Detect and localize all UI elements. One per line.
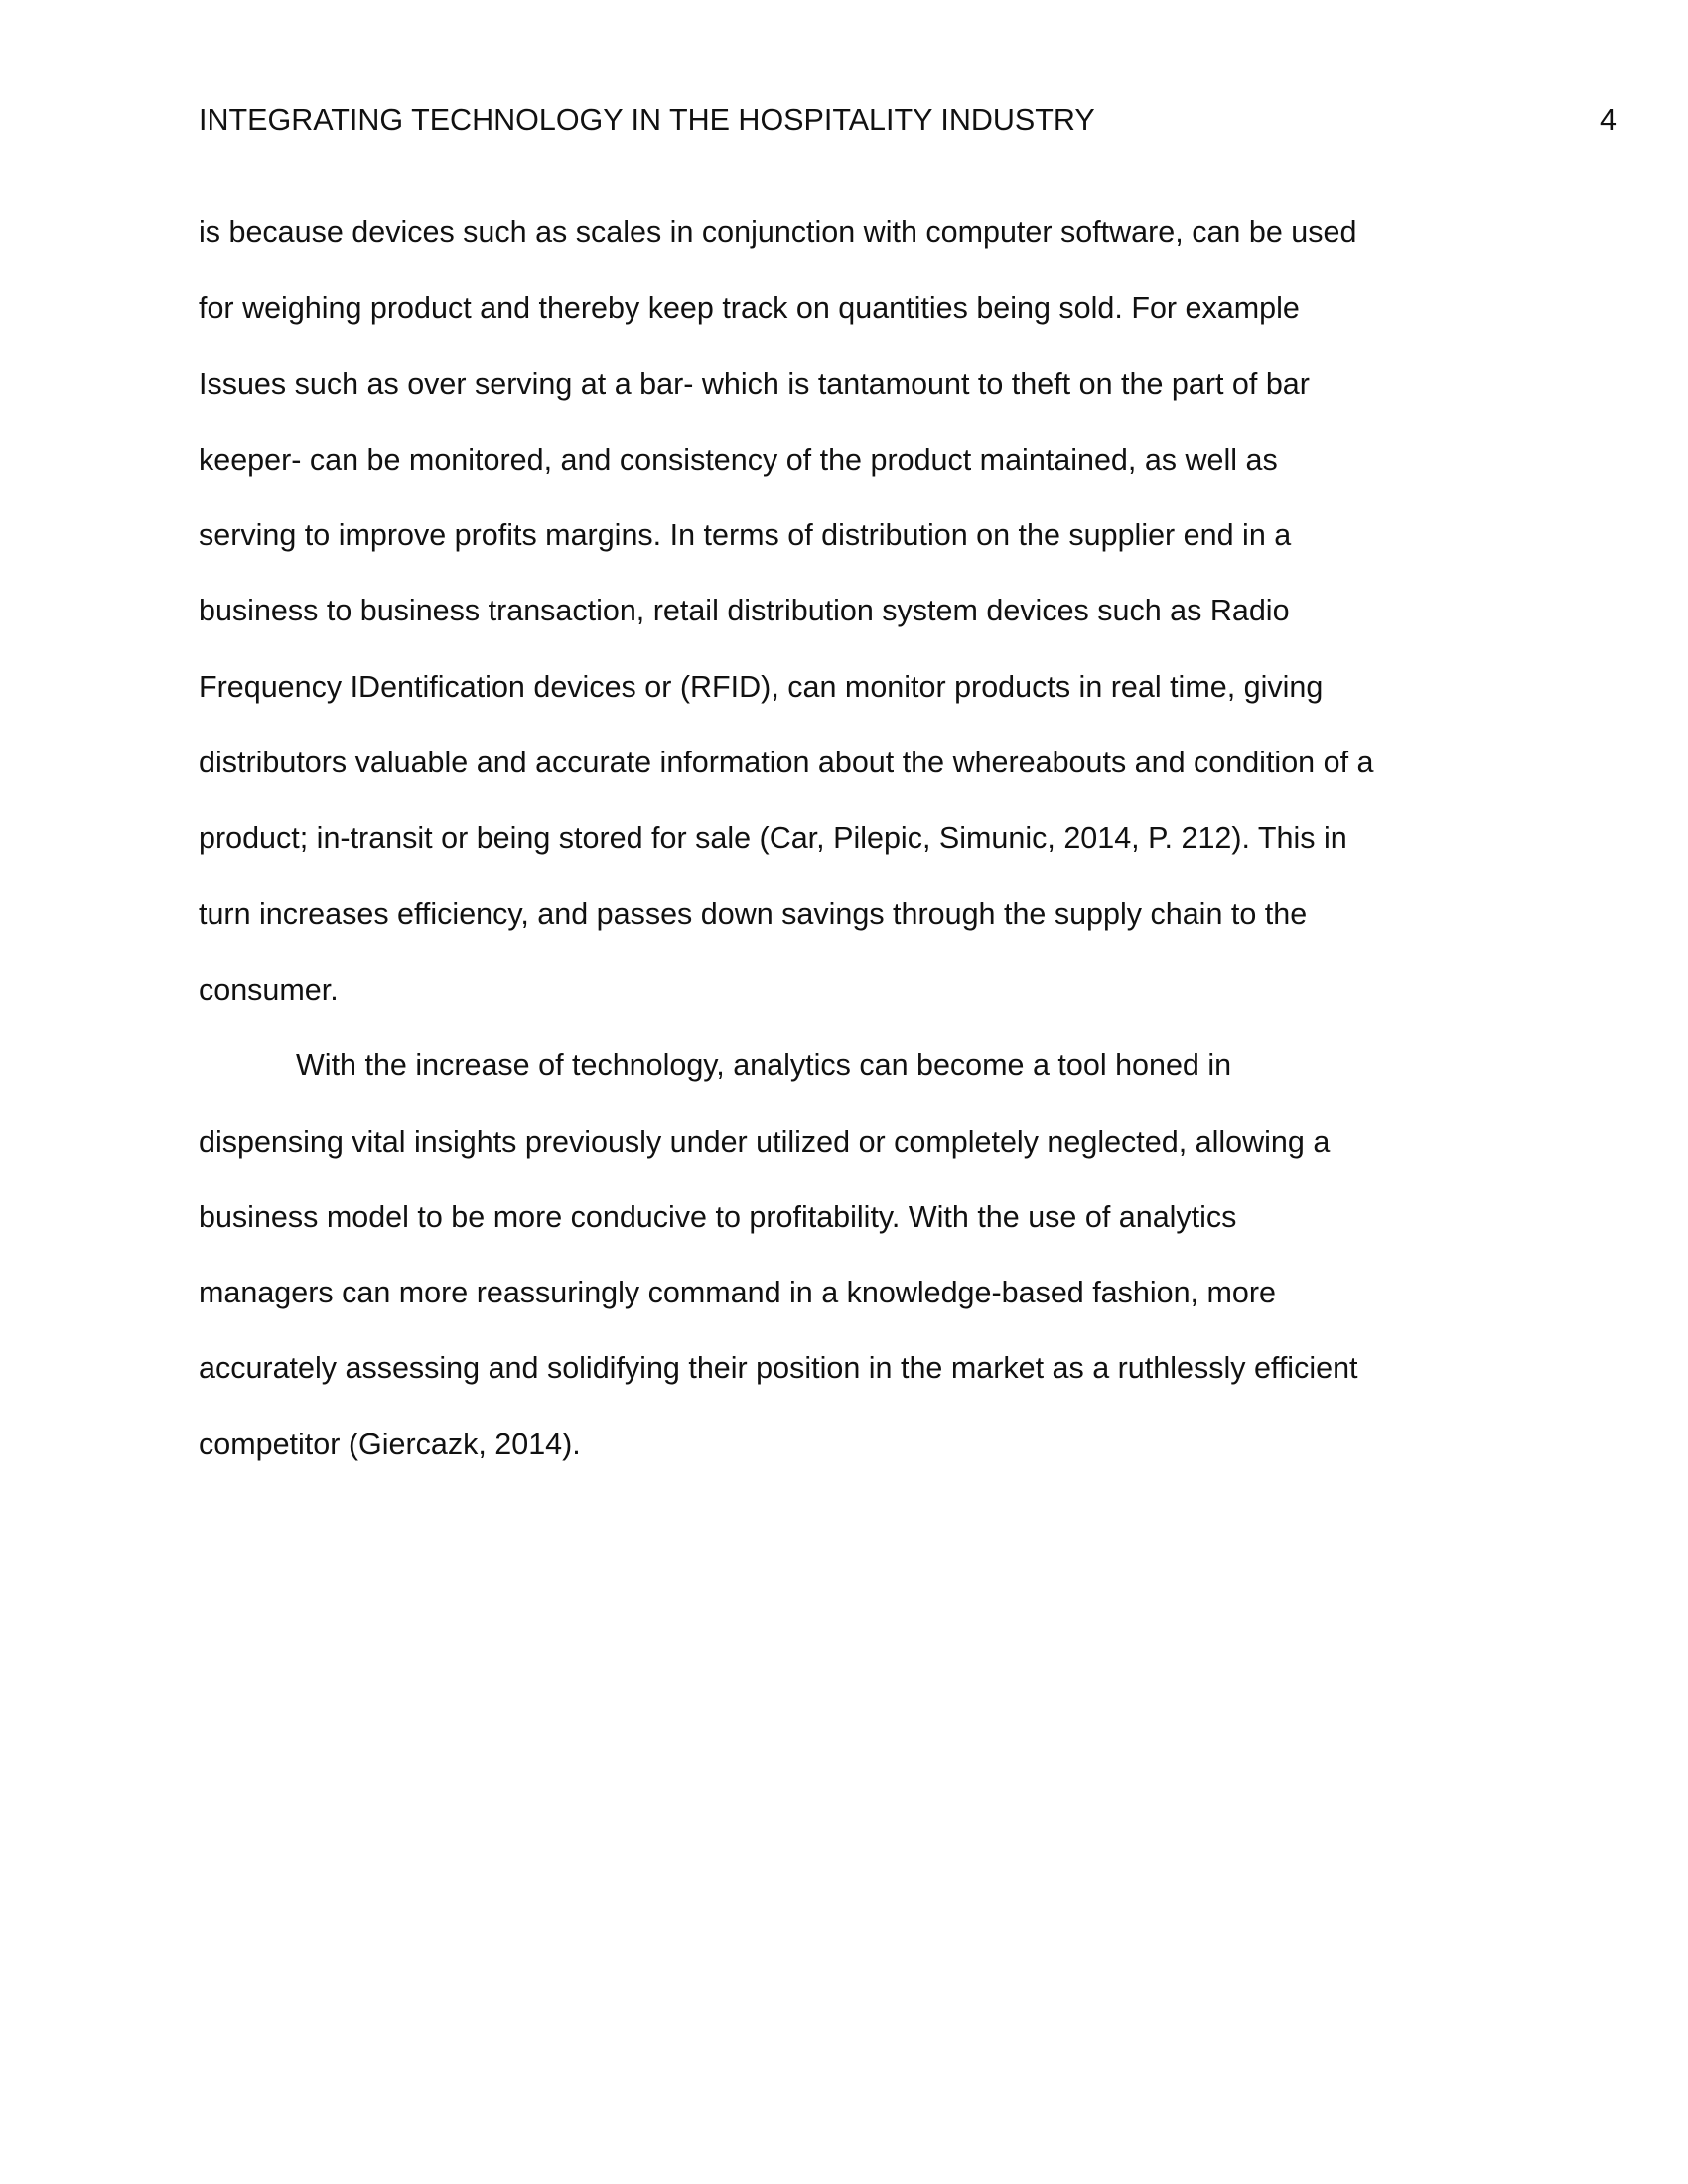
text-line: competitor (Giercazk, 2014). — [199, 1427, 581, 1461]
text-line: With the increase of technology, analytics can become a tool honed in — [296, 1048, 1232, 1083]
text-line: for weighing product and thereby keep track on quantities being sold. For example — [199, 291, 1300, 326]
page-number: 4 — [1600, 103, 1617, 137]
running-head: INTEGRATING TECHNOLOGY IN THE HOSPITALITY INDUSTRY — [199, 103, 1095, 137]
text-line: turn increases efficiency, and passes down savings through the supply chain to the — [199, 896, 1308, 931]
text-line: Frequency IDentification devices or (RFID), can monitor products in real time, giving — [199, 669, 1324, 704]
text-line: consumer. — [199, 972, 339, 1007]
text-line: business to business transaction, retail distribution system devices such as Radio — [199, 594, 1290, 628]
text-line: serving to improve profits margins. In terms of distribution on the supplier end in a — [199, 518, 1292, 553]
text-line: dispensing vital insights previously under utilized or completely neglected, allowing a — [199, 1124, 1331, 1159]
text-line: accurately assessing and solidifying their position in the market as a ruthlessly efficient — [199, 1351, 1358, 1386]
text-line: keeper- can be monitored, and consistency of the product maintained, as well as — [199, 442, 1278, 477]
paragraph-1 — [199, 195, 1489, 1027]
text-line: is because devices such as scales in conjunction with computer software, can be used — [199, 215, 1357, 249]
text-line: distributors valuable and accurate information about the whereabouts and condition of a — [199, 746, 1374, 780]
text-line: business model to be more conducive to profitability. With the use of analytics — [199, 1199, 1237, 1234]
body-text — [199, 195, 1489, 1482]
text-line: product; in-transit or being stored for sale (Car, Pilepic, Simunic, 2014, P. 212). This in — [199, 821, 1347, 856]
paragraph-2 — [199, 1027, 1489, 1482]
text-line: Issues such as over serving at a bar- which is tantamount to theft on the part of bar — [199, 366, 1310, 401]
text-line: managers can more reassuringly command in a knowledge-based fashion, more — [199, 1276, 1276, 1310]
